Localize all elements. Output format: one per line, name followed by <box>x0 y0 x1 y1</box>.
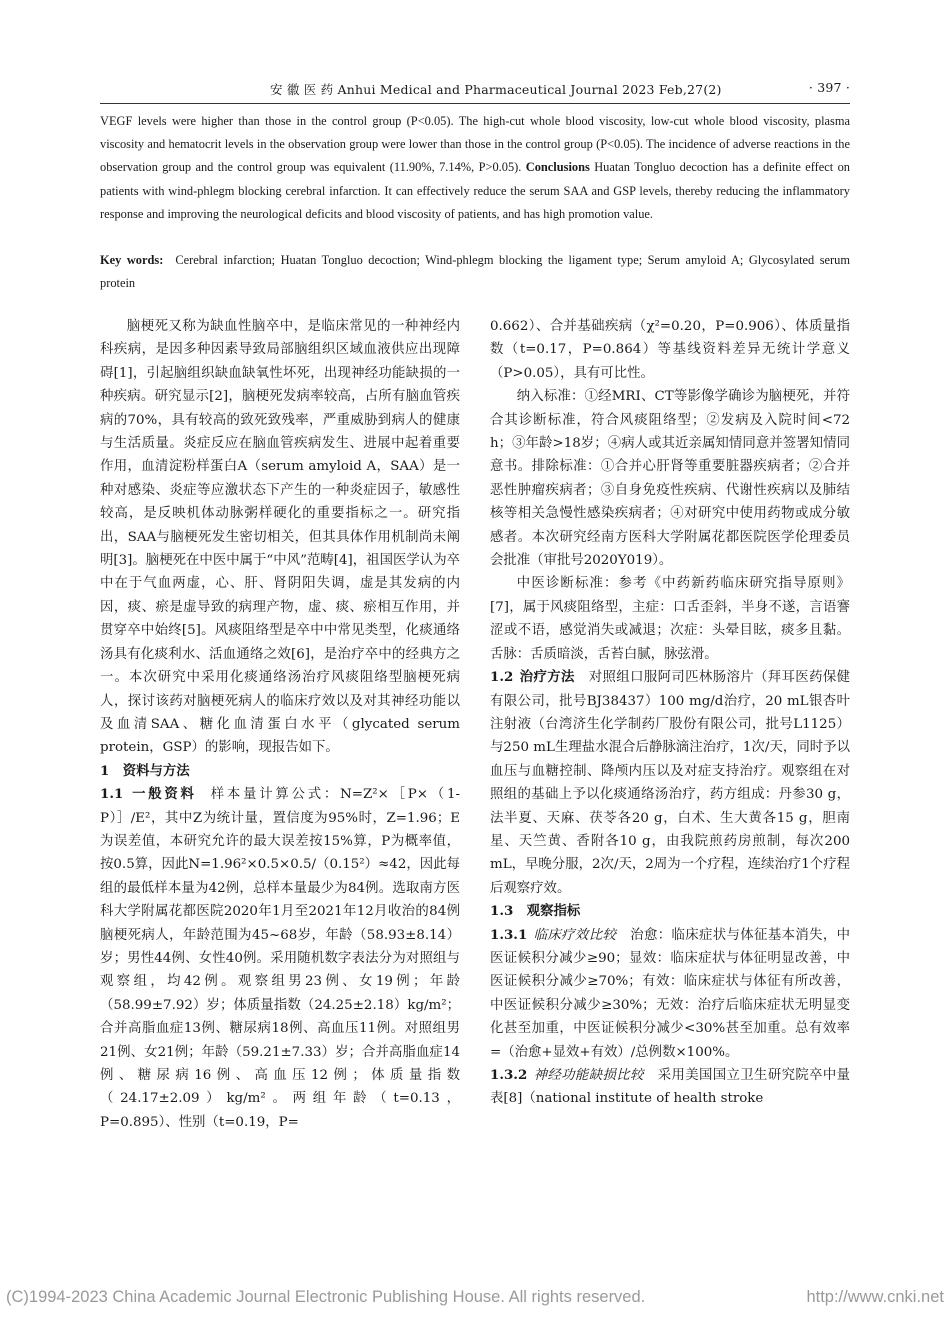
header-rule <box>100 103 850 104</box>
section-1-1-title: 一般资料 <box>129 786 197 803</box>
section-heading-1-3: 1.3 观察指标 <box>490 903 581 920</box>
section-1-2-number: 1.2 <box>490 669 514 686</box>
conclusions-text: Huatan Tongluo decoction has a definite effect on patients with wind-phlegm blocking cerebral infarction. It can effectively reduce the serum SAA and GSP levels, thereby reducing the inflammatory response and improving the neurological deficits and blood viscosity of patients, and has high promotion value. <box>100 160 850 221</box>
section-1-2-text: 对照组口服阿司匹林肠溶片（拜耳医药保健有限公司，批号BJ38437）100 mg/d治疗，20 mL银杏叶注射液（台湾济生化学制药厂股份有限公司，批号L1125）与250 mL生理盐水混合后静脉滴注治疗，1次/天，同时予以血压与血糖控制、降颅内压以及对症支持治疗。观察组在对照组的基础上予以化痰通络汤治疗，药方组成：丹参30 g，法半夏、天麻、茯苓各20 g，白术、生大黄各15 g，胆南星、天竺黄、香附各10 g，由我院煎药房煎制，每次200 mL，早晚分服，2次/天，2周为一个疗程，连续治疗1个疗程后观察疗效。 <box>490 670 851 896</box>
section-1-2 <box>490 666 850 900</box>
section-1-3-2-number: 1.3.2 <box>490 1067 528 1083</box>
section-1-1 <box>100 783 460 1134</box>
tcm-criteria-paragraph: 中医诊断标准：参考《中药新药临床研究指导原则》[7]，属于风痰阻络型，主症：口舌歪斜，半身不遂，言语謇涩或不语，感觉消失或减退；次症：头晕目眩，痰多且黏。舌脉：舌质暗淡，舌苔白腻，脉弦滑。 <box>490 576 850 662</box>
section-1-3-2-title: 神经功能缺损比较 <box>533 1068 644 1083</box>
section-1-3-2-text: 采用美国国立卫生研究院卒中量表[8]（national institute of health stroke <box>490 1068 851 1107</box>
section-1-3-1-number: 1.3.1 <box>490 926 528 943</box>
keywords-text: Cerebral infarction; Huatan Tongluo decoction; Wind-phlegm blocking the ligament type; Serum amyloid A; Glycosylated serum protein <box>100 253 850 291</box>
section-1-3-1-text: 治愈：临床症状与体征基本消失，中医证候积分减少≥90；显效：临床症状与体征明显改善，中医证候积分减少≥70%；有效：临床症状与体征有所改善，中医证候积分减少≥30%；无效：治疗后临床症状无明显变化甚至加重，中医证候积分减少<30%甚至加重。总有效率=（治愈+显效+有效）/总例数×100%。 <box>490 927 851 1060</box>
running-header <box>100 80 850 100</box>
cnki-link[interactable]: http://www.cnki.net <box>806 1288 944 1306</box>
abstract-text: VEGF levels were higher than those in the control group (P<0.05). The high-cut whole blood viscosity, low-cut whole blood viscosity, plasma viscosity and hematocrit levels in the observation group were lower than those in the control group (P<0.05). The incidence of adverse reactions in the observation group and the control group was equivalent (11.90%, 7.14%, P>0.05). <box>100 114 850 175</box>
section-1-3-2 <box>490 1064 850 1111</box>
section-1-1-text: 样本量计算公式：N=Z²×［P×（1-P）］/E²，其中Z为统计量，置信度为95%时，Z=1.96；E为误差值，本研究允许的最大误差按15%算，P为概率值，按0.5算，因此N=1.96²×0.5×0.5/（0.15²）≈42，因此每组的最低样本量为42例，总样本量最少为84例。选取南方医科大学附属花都医院2020年1月至2021年12月收治的84例脑梗死病人，年龄范围为45~68岁，年龄（58.93±8.14）岁；男性44例、女性40例。采用随机数字表法分为对照组与观察组，均42例。观察组男23例、女19例；年龄（58.99±7.92）岁；体质量指数（24.25±2.18）kg/m²；合并高脂血症13例、糖尿病18例、高血压11例。对照组男21例、女21例；年龄（59.21±7.33）岁；合并高脂血症14例、糖尿病16例、高血压12例；体质量指数（24.17±2.09）kg/m²。两组年龄（t=0.13，P=0.895）、性别（t=0.19，P= <box>100 787 461 1130</box>
journal-header: 安 徽 医 药 Anhui Medical and Pharmaceutical Journal 2023 Feb,27(2) <box>270 82 722 97</box>
section-1-2-title: 治疗方法 <box>519 669 575 686</box>
intro-paragraph: 脑梗死又称为缺血性脑卒中，是临床常见的一种神经内科疾病，是因多种因素导致局部脑组织区域血液供应出现障碍[1]，引起脑组织缺血缺氧性坏死，出现神经功能缺损的一种疾病。研究显示[2]，脑梗死发病率较高，占所有脑血管疾病的70%，具有较高的致死致残率，严重威胁到病人的健康与生活质量。炎症反应在脑血管疾病发生、进展中起着重要作用，血清淀粉样蛋白A（serum amyloid A，SAA）是一种对感染、炎症等应激状态下产生的一种炎症因子，敏感性较高，是反映机体动脉粥样硬化的重要指标之一。研究指出，SAA与脑梗死发生密切相关，但其具体作用机制尚未阐明[3]。脑梗死在中医中属于“中风”范畴[4]，祖国医学认为卒中在于气血两虚，心、肝、肾阴阳失调，虚是其发病的内因，痰、瘀是虚导致的病理产物，虚、痰、瘀相互作用，并贯穿卒中始终[5]。风痰阻络型是卒中中常见类型，化痰通络汤具有化痰利水、活血通络之效[6]，是治疗卒中的经典方之一。本次研究中采用化痰通络汤治疗风痰阻络型脑梗死病人，探讨该药对脑梗死病人的临床疗效以及对其神经功能以及血清SAA、糖化血清蛋白水平（glycated serum protein，GSP）的影响，现报告如下。 <box>100 319 460 756</box>
conclusions-label: Conclusions <box>525 160 590 175</box>
baseline-continuation: 0.662）、合并基础疾病（χ²=0.20，P=0.906）、体质量指数（t=0.17，P=0.864）等基线资料差异无统计学意义（P>0.05），具有可比性。 <box>490 319 850 381</box>
section-1-3-1-title: 临床疗效比较 <box>533 927 617 943</box>
section-1-3-1 <box>490 924 850 1064</box>
english-keywords <box>100 249 850 295</box>
copyright-text: (C)1994-2023 China Academic Journal Electronic Publishing House. All rights reserved. <box>6 1288 646 1306</box>
right-column <box>490 315 850 1111</box>
english-abstract <box>100 110 850 226</box>
left-column <box>100 315 460 1134</box>
page-number: · 397 · <box>808 80 850 95</box>
section-heading-1: 1 资料与方法 <box>100 762 190 779</box>
keywords-label: Key words: <box>100 253 164 267</box>
criteria-paragraph: 纳入标准：①经MRI、CT等影像学确诊为脑梗死，并符合其诊断标准，符合风痰阻络型；②发病及入院时间<72 h；③年龄>18岁；④病人或其近亲属知情同意并签署知情同意书。排除标准：①合并心肝肾等重要脏器疾病者；②合并恶性肿瘤疾病者；③自身免疫性疾病、代谢性疾病以及肺结核等相关急慢性感染疾病者；④对研究中使用药物或成分敏感者。本次研究经南方医科大学附属花都医院医学伦理委员会批准（审批号2020Y019）。 <box>490 389 850 569</box>
section-1-1-number: 1.1 <box>100 786 124 803</box>
